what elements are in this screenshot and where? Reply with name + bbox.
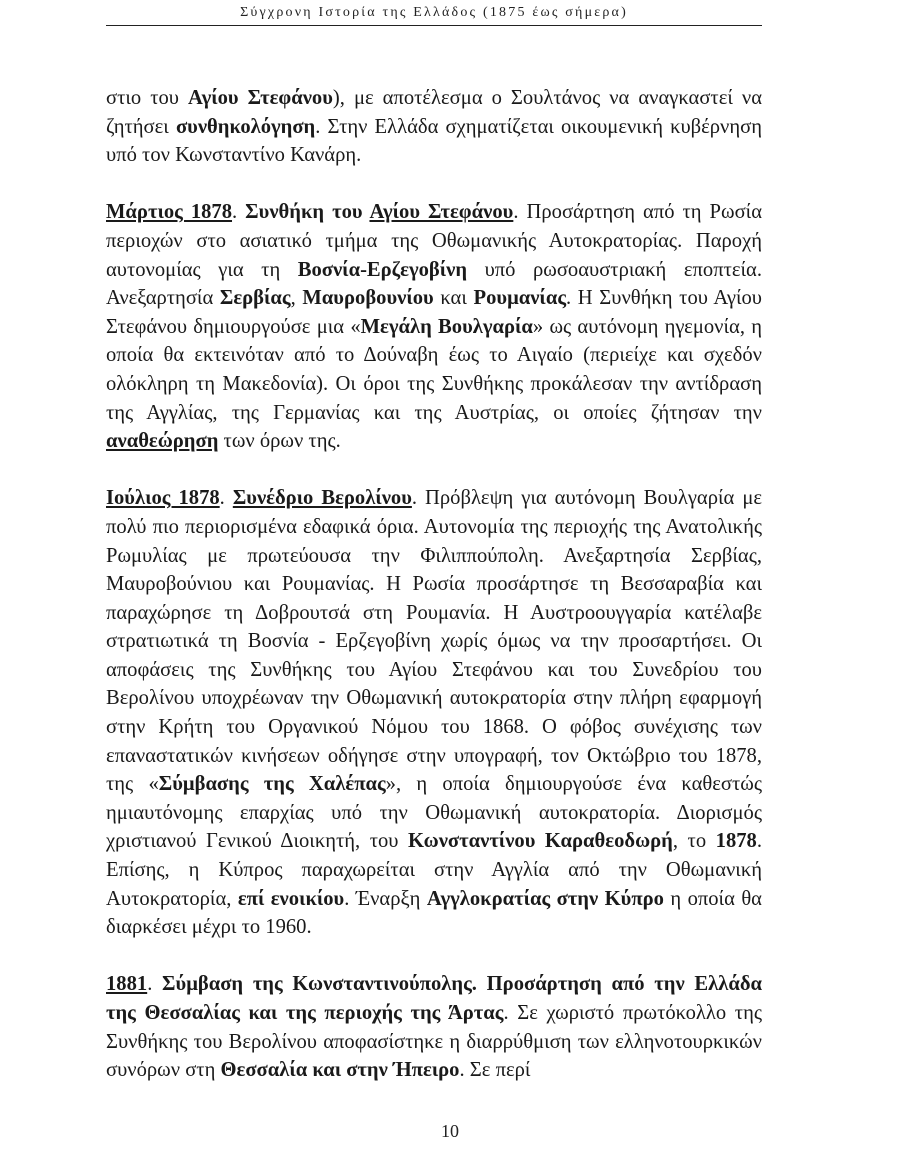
bold-text: επί ενοικίου (237, 887, 345, 910)
bold-text: συνθηκολόγηση (175, 115, 316, 138)
paragraph-1881 (106, 970, 762, 1084)
bold-text: 1878 (715, 830, 757, 853)
bold-text: Βοσνία-Ερζεγοβίνη (297, 258, 468, 281)
text-run: . Σε χωριστό πρωτόκολλο της Συνθήκης του Βερολίνου αποφασίστηκε η διαρρύθμιση των ελληνοτουρκικών συνόρων στη (106, 1002, 762, 1082)
bold-text: Κωνσταντίνου Καραθεοδωρή (408, 830, 673, 853)
bold-text: Μαυροβουνίου (302, 287, 434, 310)
text-run: . Πρόβλεψη για αυτόνομη Βουλγαρία με πολύ πιο περιορισμένα εδαφικά όρια. Αυτονομία της περιοχής της Ανατολικής Ρωμυλίας με πρωτεύουσα την Φιλιππούπολη. Ανεξαρτησία Σερβίας, Μαυροβούνιου και Ρουμανίας. Η Ρωσία προσάρτησε τη Βεσσαραβία και παραχώρησε τη Δοβρουτσά στη Ρουμανία. Η Αυστροουγγαρία κατέλαβε στρατιωτικά τη Βοσνία - Ερζεγοβίνη χωρίς όμως να την προσαρτήσει. Οι αποφάσεις της Συνθήκης του Αγίου Στεφάνου και του Συνεδρίου του Βερολίνου υποχρέωναν την Οθωμανική αυτοκρατορία στην πλήρη εφαρμογή στην Κρήτη του Οργανικού Νόμου του 1868. Ο φόβος συνέχισης των επαναστατικών κινήσεων οδήγησε στην υπογραφή, τον Οκτώβριο του 1878, της « (106, 487, 763, 796)
paragraph-march-1878 (106, 198, 762, 455)
underlined-text: Συνέδριο Βερολίνου (232, 487, 412, 510)
bold-text: Μεγάλη Βουλγαρία (360, 315, 533, 338)
underlined-text: αναθεώρηση (106, 430, 219, 453)
bold-text (106, 201, 232, 223)
bold-text (106, 973, 147, 995)
text-run: . Στην Ελλάδα σχηματίζεται οικουμενική κυβέρνηση υπό τον Κωνσταντίνο Κανάρη. (106, 115, 762, 167)
text-run: η οποία θα διαρκέσει μέχρι το 1960. (106, 887, 762, 939)
text-run: . Έναρξη (344, 887, 427, 910)
text-run: . Επίσης, η Κύπρος παραχωρείται στην Αγγλία από την Οθωμανική Αυτοκρατορία, (106, 830, 762, 910)
text-run: . Η Συνθήκη του Αγίου Στεφάνου δημιουργούσε μια « (106, 287, 763, 338)
bold-text: Ρουμανίας (473, 287, 567, 310)
text-run: . Προσάρτηση από τη Ρωσία περιοχών στο ασιατικό τμήμα της Οθωμανικής Αυτοκρατορίας. Παροχή αυτονομίας για τη (106, 201, 763, 281)
bold-text: Θεσσαλία και στην Ήπειρο (220, 1059, 460, 1082)
text-run: » ως αυτόνομη ηγεμονία, η οποία θα εκτεινόταν από το Δούναβη έως το Αιγαίο (περιείχε και σχεδόν ολόκληρη τη Μακεδονία). Οι όροι της Συνθήκης προκάλεσαν την αντίδραση της Αγγλίας, της Γερμανίας και της Αυστρίας, οι οποίες ζήτησαν την (106, 315, 762, 424)
underlined-text: Ιούλιος 1878 (106, 487, 220, 510)
text-run: . Σε περί (459, 1059, 531, 1082)
bold-text: Συνθήκη του (245, 201, 370, 224)
text-run: », η οποία δημιουργούσε ένα καθεστώς ημιαυτόνομης επαρχίας υπό την Οθωμανική αυτοκρατορία. Διορισμός χριστιανού Γενικού Διοικητή, του (106, 773, 763, 853)
underlined-text: 1881 (106, 973, 148, 996)
bold-text: Αγίου Στεφάνου (188, 87, 333, 109)
underlined-text: Αγίου Στεφάνου (369, 201, 514, 224)
text-run: των όρων της. (218, 430, 341, 453)
bold-text: Αγγλοκρατίας στην Κύπρο (426, 887, 664, 910)
body-text (106, 84, 762, 1085)
bold-text: Σύμβαση της Κωνσταντινούπολης. Προσάρτηση από την Ελλάδα της Θεσσαλίας και της περιοχής της Άρτας (106, 973, 763, 1024)
page-number: 10 (441, 1121, 459, 1141)
running-header: Σύγχρονη Ιστορία της Ελλάδος (1875 έως σήμερα) (240, 5, 628, 20)
text-run: , (290, 287, 303, 310)
bold-text (369, 201, 513, 223)
bold-text: Σερβίας (219, 287, 291, 310)
bold-text (106, 430, 218, 452)
underlined-text: Μάρτιος 1878 (106, 201, 233, 224)
bold-text: Σύμβασης της Χαλέπας (158, 773, 386, 796)
bold-text (106, 487, 220, 509)
bold-text (233, 487, 412, 509)
text-run: υπό ρωσοαυστριακή εποπτεία. Ανεξαρτησία (106, 258, 762, 310)
text-run: . (219, 487, 233, 510)
paragraph-intro-continuation (106, 84, 762, 170)
text-run: και (433, 287, 474, 310)
text-run: . (232, 201, 246, 224)
paragraph-july-1878 (106, 484, 762, 942)
text-run: , το (672, 830, 716, 853)
text-run: . (147, 973, 163, 996)
text-run: στιο του (106, 87, 189, 109)
header-rule (106, 25, 762, 26)
text-run: ), με αποτέλεσμα ο Σουλτάνος να αναγκαστεί να ζητήσει (106, 87, 763, 138)
